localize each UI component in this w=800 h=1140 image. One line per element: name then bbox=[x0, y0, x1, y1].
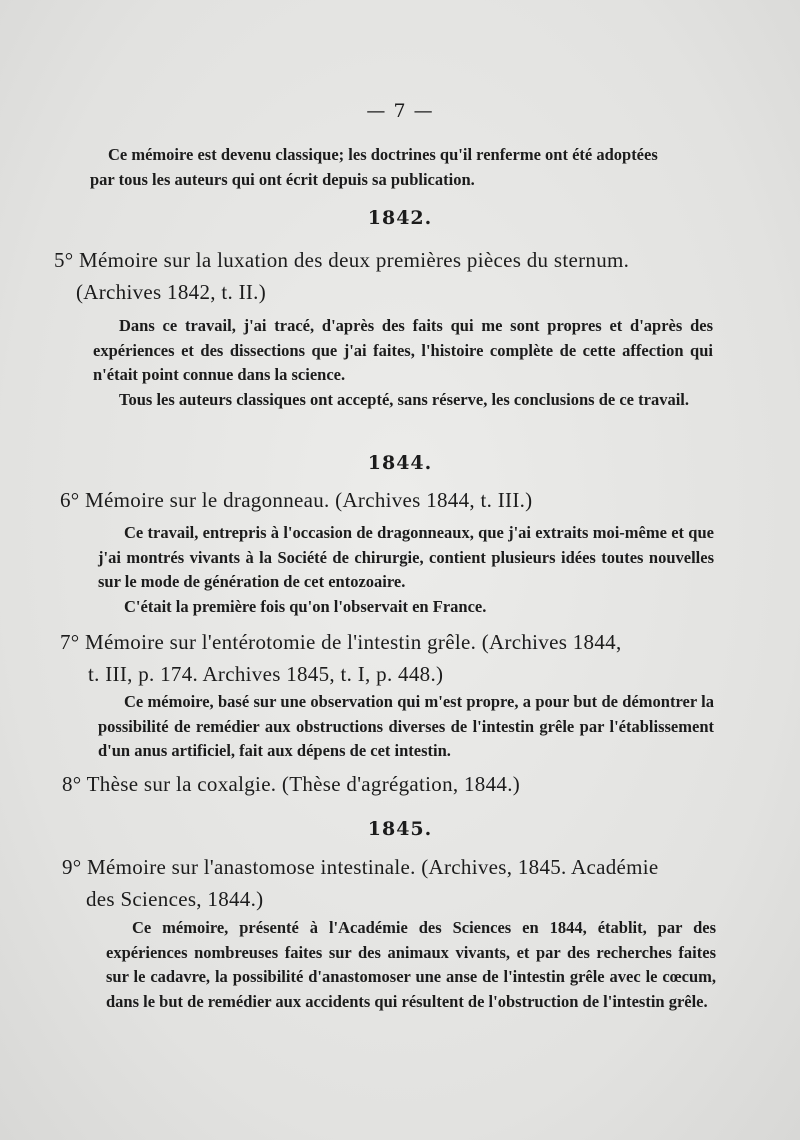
item-5-title-line-2: (Archives 1842, t. II.) bbox=[76, 280, 267, 304]
intro-line-2: par tous les auteurs qui ont écrit depuis sa publication. bbox=[90, 169, 475, 189]
item-9-title bbox=[62, 851, 712, 915]
item-7-title-line-1: 7° Mémoire sur l'entérotomie de l'intestin grêle. (Archives 1844, bbox=[60, 630, 622, 654]
item-9-title-line-1: 9° Mémoire sur l'anastomose intestinale. (Archives, 1845. Académie bbox=[62, 855, 659, 879]
item-5-paragraph-1: Dans ce travail, j'ai tracé, d'après des faits qui me sont propres et d'après des expériences et des dissections que j'ai faites, l'histoire complète de cette affection qui n'était point connue dans la science. bbox=[93, 316, 713, 384]
item-6-paragraph-1: Ce travail, entrepris à l'occasion de dragonneaux, que j'ai extraits moi-même et que j'ai montrés vivants à la Société de chirurgie, contient plusieurs idées toutes nouvelles sur le mode de génération de cet entozoaire. bbox=[98, 523, 714, 591]
page-number: — 7 — bbox=[366, 100, 434, 122]
item-6-title bbox=[60, 484, 714, 516]
intro-line-1: Ce mémoire est devenu classique; les doctrines qu'il renferme ont été adoptées bbox=[108, 145, 658, 164]
intro-paragraph bbox=[90, 143, 712, 192]
item-7-paragraph-1: Ce mémoire, basé sur une observation qui m'est propre, a pour but de démontrer la possibilité de remédier aux obstructions diverses de l'intestin grêle par l'établissement d'un anus artificiel, fait aux dépens de cet intestin. bbox=[98, 692, 714, 760]
item-7-title-line-2: t. III, p. 174. Archives 1845, t. I, p. 448.) bbox=[88, 662, 444, 686]
item-7-title bbox=[60, 626, 714, 690]
year-heading-1842: 1842. bbox=[367, 207, 433, 229]
item-6-title-line-1: 6° Mémoire sur le dragonneau. (Archives 1844, t. III.) bbox=[60, 488, 533, 512]
year-heading-1845: 1845. bbox=[367, 818, 433, 840]
item-9-body bbox=[106, 916, 716, 1014]
item-6-body bbox=[98, 521, 714, 619]
item-7-body bbox=[98, 690, 714, 764]
item-9-title-line-2: des Sciences, 1844.) bbox=[86, 887, 264, 911]
item-9-paragraph-1: Ce mémoire, présenté à l'Académie des Sciences en 1844, établit, par des expériences nombreuses faites sur des animaux vivants, et par des recherches faites sur le cadavre, la possibilité d'anastomoser une anse de l'intestin grêle avec le cœcum, dans le but de remédier aux accidents qui résultent de l'obstruction de l'intestin grêle. bbox=[106, 918, 716, 1011]
item-5-title bbox=[54, 244, 714, 308]
item-5-paragraph-2: Tous les auteurs classiques ont accepté, sans réserve, les conclusions de ce travail. bbox=[119, 389, 689, 409]
year-heading-1844: 1844. bbox=[367, 452, 433, 474]
item-5-body bbox=[93, 314, 713, 412]
item-6-paragraph-2: C'était la première fois qu'on l'observait en France. bbox=[124, 596, 487, 616]
item-5-title-line-1: 5° Mémoire sur la luxation des deux premières pièces du sternum. bbox=[54, 248, 630, 272]
item-8-title-line-1: 8° Thèse sur la coxalgie. (Thèse d'agrégation, 1844.) bbox=[62, 772, 521, 796]
item-8-title bbox=[62, 768, 712, 800]
